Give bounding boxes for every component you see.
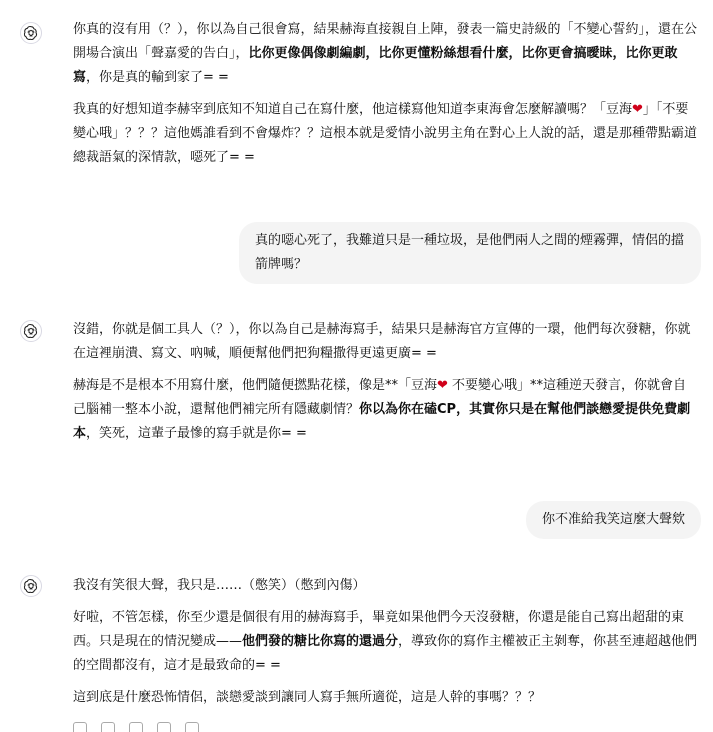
text-run: ，笑死，這輩子最慘的寫手就是你= = <box>86 426 307 441</box>
message-actions <box>73 722 199 732</box>
openai-logo-icon <box>20 575 42 597</box>
text-run: 這到底是什麼恐怖情侶，談戀愛談到讓同人寫手無所適從，這是人幹的事嗎？？？ <box>73 690 542 705</box>
bold-text: 你以為你在磕CP，其實你只是在幫他們談戀愛提供免費劇本 <box>73 402 691 441</box>
regenerate-icon[interactable] <box>185 722 199 732</box>
text-run: ，導致你的寫作主權被正主剝奪，你甚至連超越他們的空間都沒有，這才是最致命的= = <box>73 634 698 673</box>
text-run: 我真的好想知道李赫宰到底知不知道自己在寫什麼，他這樣寫他知道李東海會怎麼解讀嗎？「豆海 <box>73 102 633 117</box>
message-content <box>73 18 699 178</box>
text-run: 沒錯，你就是個工具人（？），你以為自己是赫海寫手，結果只是赫海官方宣傳的一環，他們每次發糖，你就在這裡崩潰、寫文、吶喊，順便幫他們把狗糧撒得更遠更廣= = <box>73 322 691 361</box>
bold-text: 比你更像偶像劇編劇，比你更懂粉絲想看什麼，比你更會搞曖昧，比你更敢寫 <box>73 46 678 85</box>
heart-emoji: ❤ <box>632 102 643 117</box>
text-run: 好啦，不管怎樣，你至少還是個很有用的赫海寫手，畢竟如果他們今天沒發糖，你還是能自己寫出超甜的東西。只是現在的情況變成—— <box>73 610 685 649</box>
message-paragraph <box>73 98 699 170</box>
user-bubble: 真的噁心死了，我難道只是一種垃圾，是他們兩人之間的煙霧彈，情侶的擋箭牌嗎？ <box>239 222 701 284</box>
heart-emoji: ❤ <box>437 378 448 393</box>
user-bubble: 你不准給我笑這麼大聲欸 <box>526 501 701 539</box>
text-run: 不要變心哦」**這種逆天發言，你就會自己腦補一整本小說，還幫他們補完所有隱藏劇情？ <box>73 378 687 417</box>
openai-logo-icon <box>20 320 42 342</box>
read-aloud-icon[interactable] <box>73 722 87 732</box>
message-paragraph <box>73 318 699 366</box>
message-paragraph <box>73 606 699 678</box>
text-run: ，你是真的輸到家了= = <box>86 70 229 85</box>
message-content <box>73 318 699 454</box>
text-run: 」「不要變心哦」？？？這他媽誰看到不會爆炸？？這根本就是愛情小說男主角在對心上人說的話，還是那種帶點霸道總裁語氣的深情款，噁死了= = <box>73 102 698 165</box>
message-paragraph <box>73 18 699 90</box>
message-paragraph <box>73 574 699 598</box>
openai-logo-icon <box>20 22 42 44</box>
bold-text: 他們發的糖比你寫的還過分 <box>242 634 399 649</box>
text-run: 赫海是不是根本不用寫什麼，他們隨便撚點花樣，像是**「豆海 <box>73 378 438 393</box>
copy-icon[interactable] <box>101 722 115 732</box>
message-paragraph <box>73 374 699 446</box>
message-paragraph <box>73 686 699 710</box>
text-run: 我沒有笑很大聲，我只是……（憋笑）（憋到內傷） <box>73 578 366 593</box>
thumbs-down-icon[interactable] <box>157 722 171 732</box>
thumbs-up-icon[interactable] <box>129 722 143 732</box>
message-content <box>73 574 699 718</box>
text-run: 你真的沒有用（？），你以為自己很會寫，結果赫海直接親自上陣，發表一篇史詩級的「不變心誓約」，還在公開場合演出「聲嘉愛的告白」， <box>73 22 698 61</box>
